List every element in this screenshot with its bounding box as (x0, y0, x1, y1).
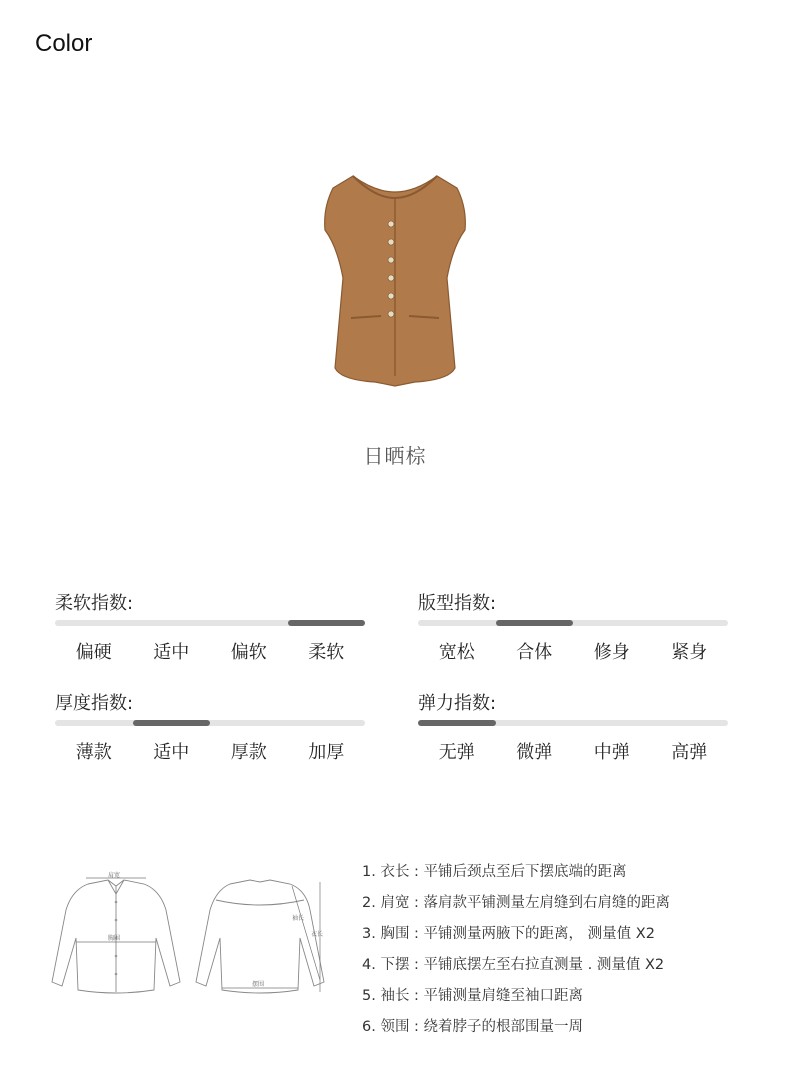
elasticity-level-3: 中弹 (593, 742, 630, 763)
fit-index-title: 版型指数: (418, 593, 497, 614)
elasticity-level-1: 无弹 (438, 742, 475, 763)
softness-index-marker (288, 620, 366, 626)
elasticity-index-title: 弹力指数: (418, 693, 497, 714)
thickness-level-3: 厚款 (230, 742, 267, 763)
shoulder-width-label: 肩宽 (108, 872, 121, 879)
fit-level-4: 紧身 (671, 642, 708, 663)
softness-level-2: 适中 (153, 642, 190, 663)
chest-width-label: 胸围 (108, 935, 121, 942)
thickness-level-1: 薄款 (75, 742, 112, 763)
fit-level-1: 宽松 (438, 642, 475, 663)
fit-index-track (418, 620, 728, 626)
fit-index-marker (496, 620, 574, 626)
thickness-index-track (55, 720, 365, 726)
elasticity-level-2: 微弹 (516, 742, 553, 763)
elasticity-level-4: 高弹 (671, 742, 708, 763)
measurement-instructions (362, 858, 670, 1044)
thickness-index-marker (133, 720, 211, 726)
measurement-item-collar: 6. 领围 : 绕着脖子的根部围量一周 (362, 1019, 584, 1035)
measurement-item-length: 1. 衣长 : 平铺后颈点至后下摆底端的距离 (362, 864, 627, 880)
fit-index (418, 590, 728, 664)
measurement-diagram (48, 870, 330, 1000)
softness-index-title: 柔软指数: (55, 593, 134, 614)
thickness-level-2: 适中 (153, 742, 190, 763)
measurement-item-sleeve: 5. 袖长 : 平铺测量肩缝至袖口距离 (362, 988, 584, 1004)
softness-level-3: 偏软 (230, 642, 267, 663)
elasticity-index (418, 690, 728, 764)
fabric-indices (55, 590, 730, 780)
hem-width-label: 摆围 (252, 981, 265, 988)
elasticity-index-track (418, 720, 728, 726)
shirt-back-yoke (216, 900, 304, 905)
thickness-index-title: 厚度指数: (55, 693, 134, 714)
color-section-title: Color (35, 30, 93, 57)
sleeve-length-label: 袖长 (292, 915, 305, 922)
softness-level-4: 柔软 (308, 642, 345, 663)
measurement-item-shoulder: 2. 肩宽 : 落肩款平铺测量左肩缝到右肩缝的距离 (362, 895, 671, 911)
fit-level-2: 合体 (516, 642, 553, 663)
measurement-item-hem: 4. 下摆 : 平铺底摆左至右拉直测量 . 测量值 X2 (362, 957, 665, 973)
measurement-item-chest: 3. 胸围 : 平铺测量两腋下的距离， 测量值 X2 (362, 926, 655, 942)
softness-level-1: 偏硬 (75, 642, 112, 663)
shirt-back-outline (196, 880, 324, 993)
fit-level-3: 修身 (593, 642, 630, 663)
color-name-label: 日晒棕 (363, 444, 427, 468)
softness-index-track (55, 620, 365, 626)
softness-index (55, 590, 365, 664)
elasticity-index-marker (418, 720, 496, 726)
thickness-level-4: 加厚 (308, 742, 345, 763)
body-length-label: 衣长 (311, 931, 324, 938)
thickness-index (55, 690, 365, 764)
vest-product-image (295, 168, 495, 398)
